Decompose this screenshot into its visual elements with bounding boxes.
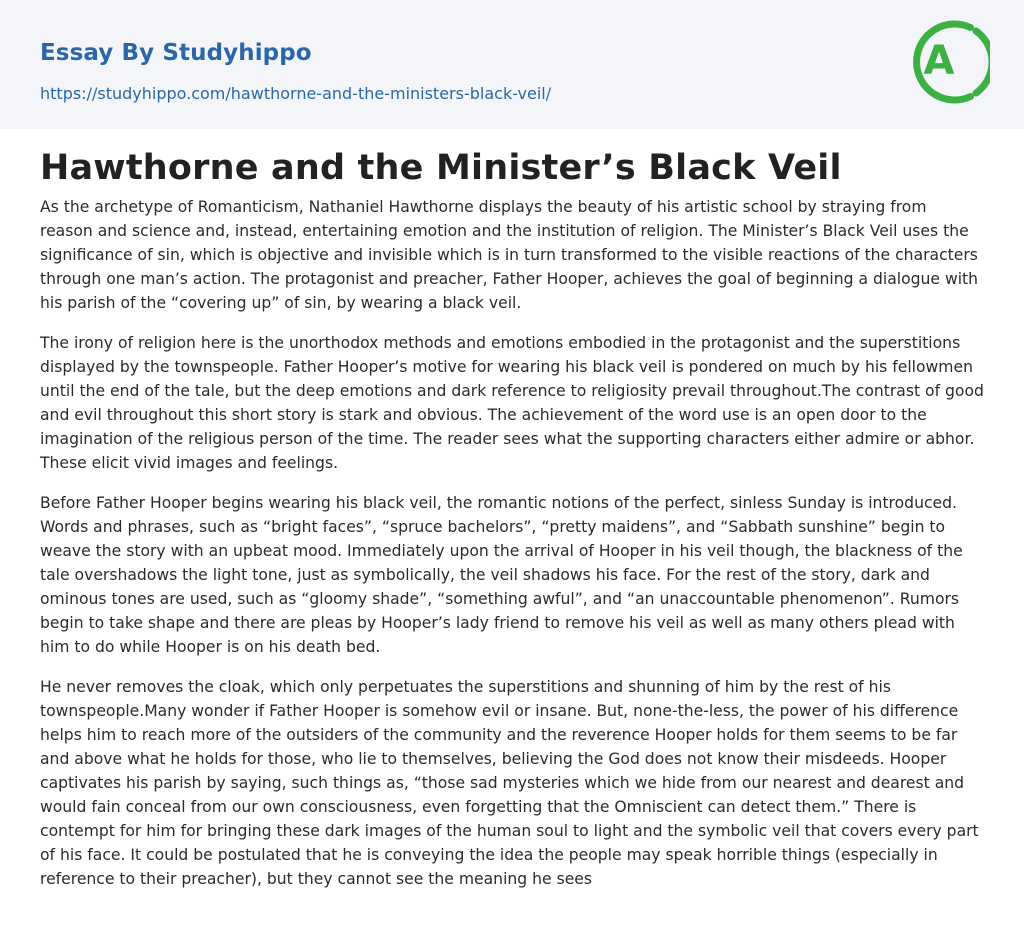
studyhippo-logo-icon[interactable]: [910, 17, 990, 107]
article-paragraph-3: Before Father Hooper begins wearing his black veil, the romantic notions of the perfect, sinless Sunday is introduced. Words and phrases, such as “bright faces”, “spruce bachelors”, “pretty maidens”, and “Sabbath sunshine” begin to weave the story with an upbeat mood. Immediately upon the arrival of Hooper in his veil though, the blackness of the tale overshadows the light tone, just as symbolically, the veil shadows his face. For the rest of the story, dark and ominous tones are used, such as “gloomy shade”, “something awful”, and “an unaccountable phenomenon”. Rumors begin to take shape and there are pleas by Hooper’s lady friend to remove his veil as well as many others plead with him to do while Hooper is on his death bed.: [40, 494, 963, 656]
brand-title[interactable]: Essay By Studyhippo: [40, 40, 312, 66]
article-paragraph-4: He never removes the cloak, which only perpetuates the superstitions and shunning of him by the rest of his townspeople.Many wonder if Father Hooper is somehow evil or insane. But, none-the-less, the power of his difference helps him to reach more of the outsiders of the community and the reverence Hooper holds for them seems to be far and above what he holds for those, who lie to themselves, believing the God does not know their misdeeds. Hooper captivates his parish by saying, such things as, “those sad mysteries which we hide from our nearest and dearest and would fain conceal from our own consciousness, even forgetting that the Omniscient can detect them.” There is contempt for him for bringing these dark images of the human soul to light and the symbolic veil that covers every part of his face. It could be postulated that he is conveying the idea the people may speak horrible things (especially in reference to their preacher), but they cannot see the meaning he sees: [40, 678, 979, 888]
article-title: Hawthorne and the Minister’s Black Veil: [40, 148, 842, 188]
article-paragraph-2: The irony of religion here is the unorthodox methods and emotions embodied in the protagonist and the superstitions displayed by the townspeople. Father Hooper’s motive for wearing his black veil is pondered on much by his fellowmen until the end of the tale, but the deep emotions and dark reference to religiosity prevail throughout.The contrast of good and evil throughout this short story is stark and obvious. The achievement of the word use is an open door to the imagination of the religious person of the time. The reader sees what the supporting characters either admire or abhor. These elicit vivid images and feelings.: [40, 334, 984, 472]
source-url-link[interactable]: https://studyhippo.com/hawthorne-and-the-ministers-black-veil/: [40, 84, 552, 103]
site-header: [0, 0, 1024, 129]
article: [0, 129, 1024, 891]
article-paragraph-1: As the archetype of Romanticism, Nathaniel Hawthorne displays the beauty of his artistic school by straying from reason and science and, instead, entertaining emotion and the institution of religion. The Minister’s Black Veil uses the significance of sin, which is objective and invisible which is in turn transformed to the visible reactions of the characters through one man’s action. The protagonist and preacher, Father Hooper, achieves the goal of beginning a dialogue with his parish of the “covering up” of sin, by wearing a black veil.: [40, 198, 979, 312]
logo-letter: A: [923, 38, 955, 84]
